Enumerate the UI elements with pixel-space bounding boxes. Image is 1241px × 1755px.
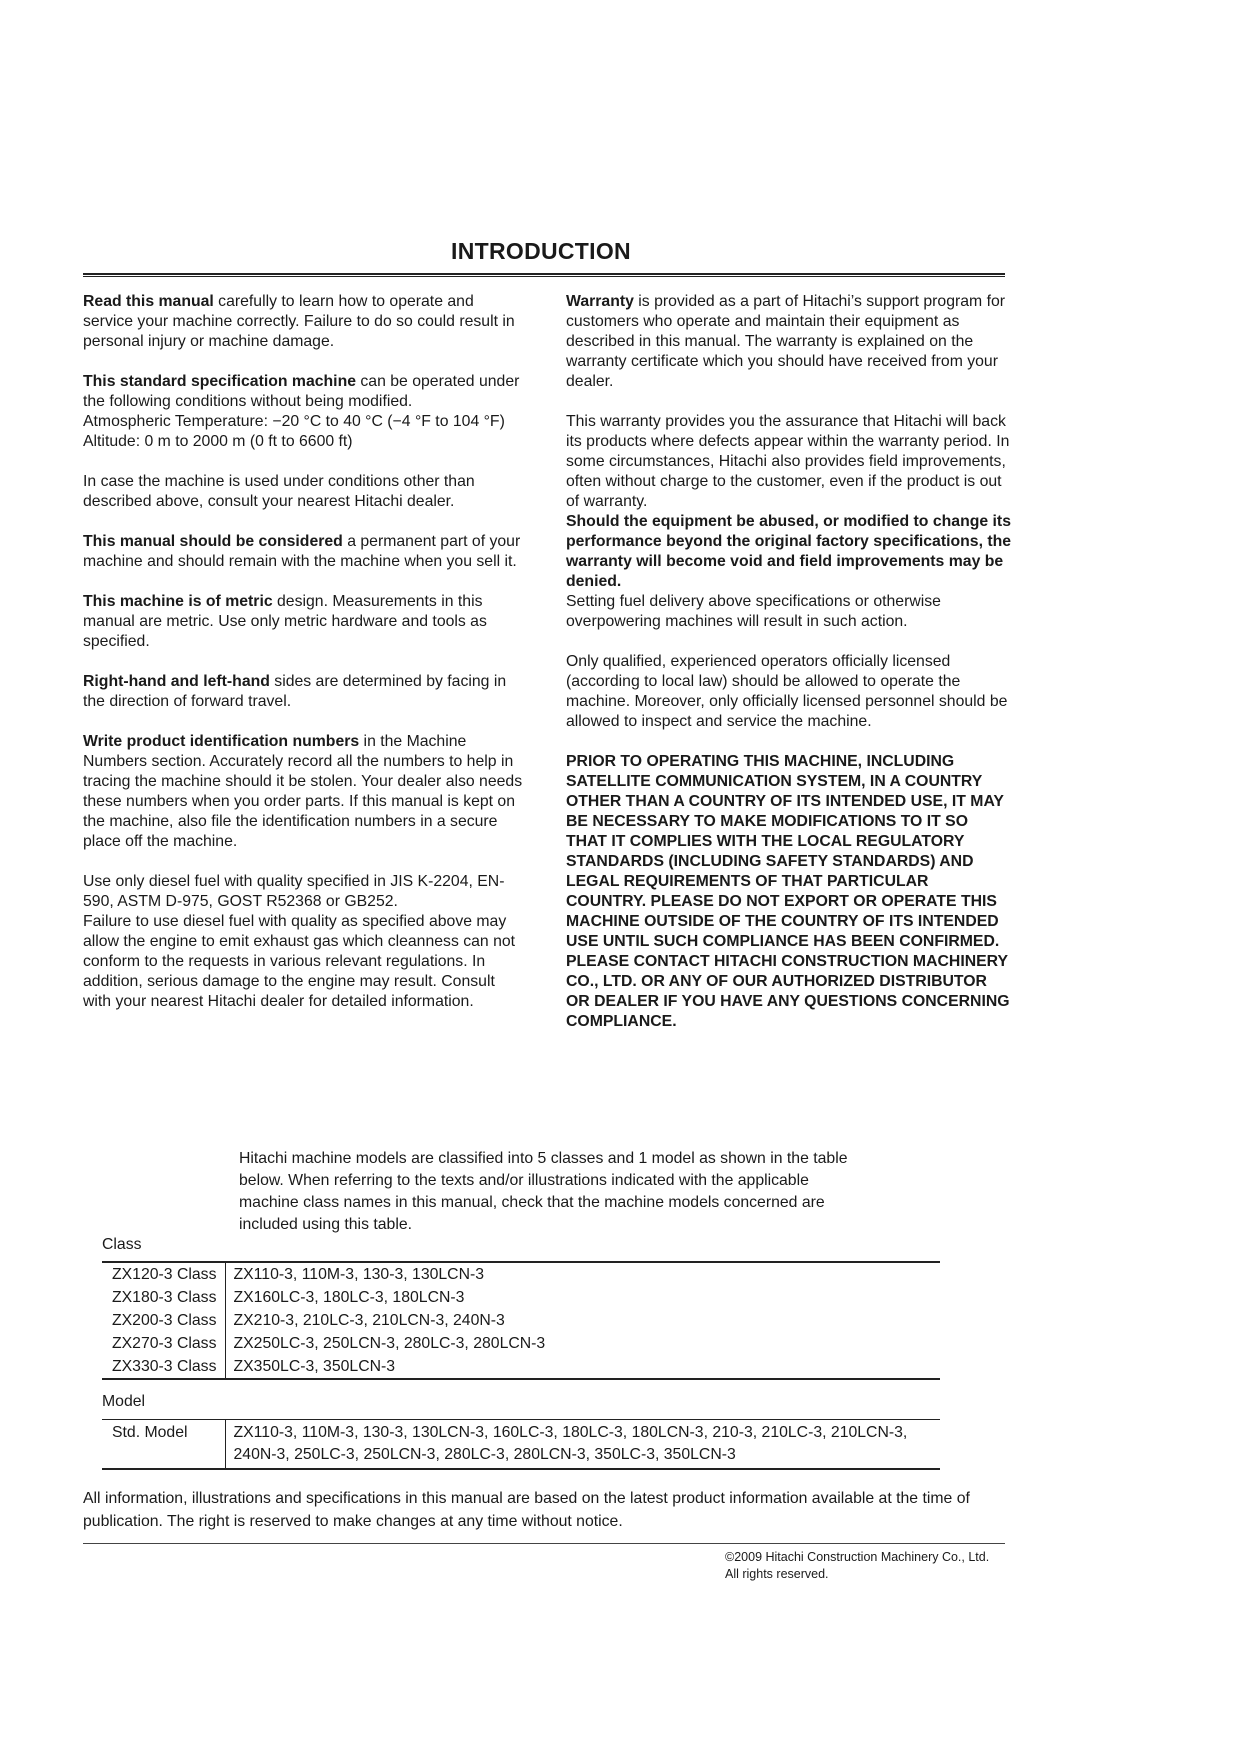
metric-paragraph: [83, 592, 523, 652]
warranty-assurance-paragraph: [566, 412, 1012, 632]
qualified-operators-paragraph: Only qualified, experienced operators officially licensed (according to local law) should be allowed to operate the machine. Moreover, only officially licensed personnel should be allowed to inspect and service the machine.: [566, 653, 1008, 730]
page-title: INTRODUCTION: [451, 238, 631, 264]
table-row: [102, 1420, 940, 1470]
read-manual-text: carefully to learn how to operate and service your machine correctly. Failure to do so could result in personal injury or machine damage.: [83, 293, 515, 350]
permanent-part-text: a permanent part of your machine and should remain with the machine when you sell it.: [83, 533, 521, 570]
identification-paragraph: [83, 732, 523, 852]
read-manual-heading: Read this manual: [83, 293, 214, 310]
diesel-fuel-warning: Failure to use diesel fuel with quality as specified above may allow the engine to emit exhaust gas which cleanness can not conform to the requests in various relevant regulations. In addition, serious damage to the engine may result. Consult with your nearest Hitachi dealer for detailed information.: [83, 913, 516, 1010]
table-row: [102, 1286, 940, 1309]
copyright-notice: [725, 1549, 989, 1583]
table-row: [102, 1262, 940, 1286]
identification-text: in the Machine Numbers section. Accurately record all the numbers to help in tracing the machine should it be stolen. Your dealer also needs these numbers when you order parts. If this manual is kept on the machine, also file the identification numbers in a secure place off the machine.: [83, 733, 523, 850]
diesel-fuel-paragraph: [83, 872, 523, 1012]
table-row: [102, 1309, 940, 1332]
export-compliance-notice: PRIOR TO OPERATING THIS MACHINE, INCLUDING SATELLITE COMMUNICATION SYSTEM, IN A COUNTRY OTHER THAN A COUNTRY OF ITS INTENDED USE, IT MAY BE NECESSARY TO MAKE MODIFICATIONS TO IT SO THAT IT COMPLIES WITH THE LOCAL REGULATORY STANDARDS (INCLUDING SAFETY STANDARDS) AND LEGAL REQUIREMENTS OF THAT PARTICULAR COUNTRY. PLEASE DO NOT EXPORT OR OPERATE THIS MACHINE OUTSIDE OF THE COUNTRY OF ITS INTENDED USE UNTIL SUCH COMPLIANCE HAS BEEN CONFIRMED. PLEASE CONTACT HITACHI CONSTRUCTION MACHINERY CO., LTD. OR ANY OF OUR AUTHORIZED DISTRIBUTOR OR DEALER IF YOU HAVE ANY QUESTIONS CONCERNING COMPLIANCE.: [566, 753, 1010, 1030]
class-name-cell: ZX180-3 Class: [102, 1286, 225, 1309]
standard-spec-paragraph: [83, 372, 523, 452]
table-row: [102, 1332, 940, 1355]
class-models-cell: ZX250LC-3, 250LCN-3, 280LC-3, 280LCN-3: [233, 1335, 546, 1352]
model-list-line: 240N-3, 250LC-3, 250LCN-3, 280LC-3, 280LCN-3, 350LC-3, 350LCN-3: [233, 1446, 736, 1463]
class-name-cell: ZX270-3 Class: [102, 1332, 225, 1355]
class-models-cell: ZX210-3, 210LC-3, 210LCN-3, 240N-3: [233, 1312, 505, 1329]
warranty-text: is provided as a part of Hitachi’s support program for customers who operate and maintain their equipment as described in this manual. The warranty is explained on the warranty certificate which you should have received from your dealer.: [566, 293, 1006, 390]
class-models-cell: ZX350LC-3, 350LCN-3: [233, 1358, 396, 1375]
warranty-assurance-text: This warranty provides you the assurance that Hitachi will back its products where defects appear within the warranty period. In some circumstances, Hitachi also provides field improvements, often without charge to the customer, even if the product is out of warranty.: [566, 413, 1010, 510]
warranty-heading: Warranty: [566, 293, 634, 310]
altitude-range: Altitude: 0 m to 2000 m (0 ft to 6600 ft): [83, 433, 353, 450]
permanent-part-paragraph: [83, 532, 523, 572]
other-conditions-paragraph: In case the machine is used under conditions other than described above, consult your nearest Hitachi dealer.: [83, 473, 475, 510]
class-table: [102, 1261, 940, 1380]
model-list-line: ZX110-3, 110M-3, 130-3, 130LCN-3, 160LC-3, 180LC-3, 180LCN-3, 210-3, 210LC-3, 210LCN-3,: [233, 1424, 908, 1441]
disclaimer-text: All information, illustrations and specifications in this manual are based on the latest product information available at the time of publication. The right is reserved to make changes at any time without notice.: [83, 1490, 970, 1530]
warranty-void-warning: Should the equipment be abused, or modified to change its performance beyond the original factory specifications, the warranty will become void and field improvements may be denied.: [566, 513, 1012, 590]
permanent-part-heading: This manual should be considered: [83, 533, 343, 550]
table-row: [102, 1355, 940, 1379]
model-table: [102, 1419, 940, 1470]
diesel-fuel-spec: Use only diesel fuel with quality specified in JIS K-2204, EN-590, ASTM D-975, GOST R52368 or GB252.: [83, 873, 505, 910]
identification-heading: Write product identification numbers: [83, 733, 360, 750]
metric-heading: This machine is of metric: [83, 593, 273, 610]
standard-spec-text: can be operated under the following conditions without being modified.: [83, 373, 520, 410]
right-column: [566, 292, 1012, 1032]
model-list-cell: [225, 1420, 940, 1470]
class-name-cell: ZX200-3 Class: [102, 1309, 225, 1332]
model-name-cell: Std. Model: [102, 1420, 225, 1470]
left-column: [83, 292, 523, 1012]
temperature-range: Atmospheric Temperature: −20 °C to 40 °C (−4 °F to 104 °F): [83, 413, 505, 430]
footer-divider: [83, 1543, 1005, 1544]
title-divider: [83, 273, 1005, 277]
class-table-label: Class: [102, 1236, 142, 1253]
read-manual-paragraph: [83, 292, 523, 352]
class-models-cell: ZX160LC-3, 180LC-3, 180LCN-3: [233, 1289, 465, 1306]
class-models-cell: ZX110-3, 110M-3, 130-3, 130LCN-3: [233, 1266, 485, 1283]
class-name-cell: ZX120-3 Class: [102, 1262, 225, 1286]
copyright-line: ©2009 Hitachi Construction Machinery Co., Ltd.: [725, 1550, 990, 1564]
sides-text: sides are determined by facing in the direction of forward travel.: [83, 673, 507, 710]
model-table-label: Model: [102, 1393, 146, 1410]
sides-paragraph: [83, 672, 523, 712]
class-table-intro: Hitachi machine models are classified into 5 classes and 1 model as shown in the table below. When referring to the texts and/or illustrations indicated with the applicable machine class names in this manual, check that the machine models concerned are included using this table.: [239, 1150, 848, 1233]
class-name-cell: ZX330-3 Class: [102, 1355, 225, 1379]
fuel-delivery-note: Setting fuel delivery above specifications or otherwise overpowering machines will result in such action.: [566, 593, 941, 630]
rights-reserved-line: All rights reserved.: [725, 1567, 829, 1581]
sides-heading: Right-hand and left-hand: [83, 673, 270, 690]
standard-spec-heading: This standard specification machine: [83, 373, 357, 390]
warranty-paragraph: [566, 292, 1012, 392]
metric-text: design. Measurements in this manual are metric. Use only metric hardware and tools as specified.: [83, 593, 487, 650]
